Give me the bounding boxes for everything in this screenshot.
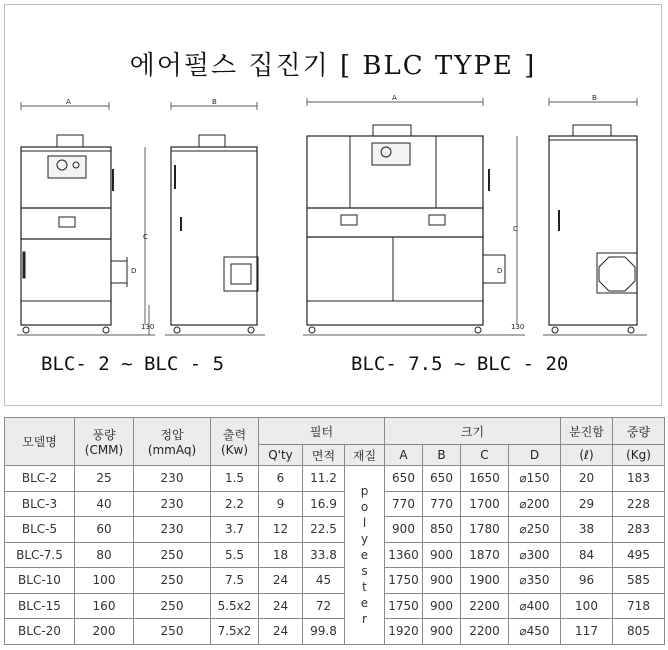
cell-size-a: 1920 <box>385 619 423 645</box>
cell-dust: 20 <box>561 466 613 492</box>
cell-model: BLC-5 <box>5 517 75 543</box>
cell-size-a: 650 <box>385 466 423 492</box>
cell-size-d: ⌀150 <box>509 466 561 492</box>
cell-size-b: 850 <box>423 517 461 543</box>
cell-size-a: 770 <box>385 491 423 517</box>
cell-pressure: 250 <box>134 593 211 619</box>
small-unit-front-view <box>17 102 155 335</box>
page-title: 에어펄스 집진기 [ BLC TYPE ] <box>129 51 537 81</box>
cell-size-a: 1750 <box>385 568 423 594</box>
header-filter: 필터 <box>259 418 385 445</box>
cell-size-c: 1870 <box>461 542 509 568</box>
cell-size-c: 1900 <box>461 568 509 594</box>
header-filter-qty: Q'ty <box>259 445 303 466</box>
left-caption: BLC- 2 ~ BLC - 5 <box>41 353 225 375</box>
table-row <box>5 568 665 594</box>
cell-filter-qty: 24 <box>259 619 303 645</box>
large-unit-front-view <box>303 98 525 335</box>
header-filter-area: 면적 <box>303 445 345 466</box>
material-letter: t <box>362 579 367 594</box>
cell-filter-qty: 9 <box>259 491 303 517</box>
cell-dust: 84 <box>561 542 613 568</box>
cell-size-d: ⌀250 <box>509 517 561 543</box>
header-dust-unit: (ℓ) <box>561 445 613 466</box>
cell-pressure: 230 <box>134 466 211 492</box>
cell-power: 7.5x2 <box>211 619 259 645</box>
cell-pressure: 250 <box>134 542 211 568</box>
cell-pressure: 250 <box>134 619 211 645</box>
cell-size-b: 900 <box>423 568 461 594</box>
header-airflow <box>75 418 134 466</box>
technical-drawing-panel <box>4 4 662 406</box>
cell-power: 5.5 <box>211 542 259 568</box>
table-row <box>5 517 665 543</box>
cell-size-c: 1700 <box>461 491 509 517</box>
header-pressure-unit: (mmAq) <box>147 443 197 457</box>
cell-power: 1.5 <box>211 466 259 492</box>
dim-label-d-small: D <box>131 267 137 275</box>
cell-filter-area: 99.8 <box>303 619 345 645</box>
cell-pressure: 230 <box>134 517 211 543</box>
cell-size-d: ⌀300 <box>509 542 561 568</box>
right-caption: BLC- 7.5 ~ BLC - 20 <box>351 353 569 375</box>
cell-size-c: 1650 <box>461 466 509 492</box>
cell-weight: 718 <box>613 593 665 619</box>
cell-weight: 495 <box>613 542 665 568</box>
header-power-label: 출력 <box>222 428 247 442</box>
cell-power: 5.5x2 <box>211 593 259 619</box>
dim-label-d-large: D <box>497 267 503 275</box>
cell-airflow: 100 <box>75 568 134 594</box>
cell-weight: 585 <box>613 568 665 594</box>
large-unit-side-view <box>543 98 647 335</box>
header-power <box>211 418 259 466</box>
cell-filter-area: 33.8 <box>303 542 345 568</box>
cell-size-c: 1780 <box>461 517 509 543</box>
table-row <box>5 491 665 517</box>
cell-filter-qty: 18 <box>259 542 303 568</box>
cell-pressure: 230 <box>134 491 211 517</box>
header-airflow-label: 풍량 <box>92 428 116 442</box>
material-letter: l <box>362 515 367 530</box>
cell-airflow: 25 <box>75 466 134 492</box>
table-row <box>5 542 665 568</box>
cell-filter-material <box>345 466 385 645</box>
table-row <box>5 619 665 645</box>
cell-size-d: ⌀200 <box>509 491 561 517</box>
header-pressure <box>134 418 211 466</box>
cell-size-a: 1750 <box>385 593 423 619</box>
material-letter: o <box>360 499 369 514</box>
dim-label-b-small: B <box>212 98 217 106</box>
cell-dust: 29 <box>561 491 613 517</box>
cell-model: BLC-2 <box>5 466 75 492</box>
cell-model: BLC-10 <box>5 568 75 594</box>
cell-airflow: 200 <box>75 619 134 645</box>
cell-size-b: 650 <box>423 466 461 492</box>
cell-filter-area: 72 <box>303 593 345 619</box>
table-row <box>5 593 665 619</box>
dim-label-a-large: A <box>392 94 397 102</box>
cell-dust: 117 <box>561 619 613 645</box>
cell-filter-qty: 24 <box>259 568 303 594</box>
dim-label-a-small: A <box>66 98 71 106</box>
cell-size-a: 1360 <box>385 542 423 568</box>
cell-airflow: 60 <box>75 517 134 543</box>
header-size-b: B <box>423 445 461 466</box>
cell-filter-qty: 12 <box>259 517 303 543</box>
cell-power: 2.2 <box>211 491 259 517</box>
cell-filter-area: 16.9 <box>303 491 345 517</box>
cell-size-c: 2200 <box>461 619 509 645</box>
cell-size-a: 900 <box>385 517 423 543</box>
cell-filter-area: 22.5 <box>303 517 345 543</box>
cell-airflow: 40 <box>75 491 134 517</box>
cell-size-d: ⌀350 <box>509 568 561 594</box>
dim-label-c-small: C <box>143 233 148 241</box>
cell-filter-area: 45 <box>303 568 345 594</box>
header-power-unit: (Kw) <box>220 443 249 457</box>
material-letter: y <box>360 531 369 546</box>
cell-weight: 228 <box>613 491 665 517</box>
header-size-c: C <box>461 445 509 466</box>
spec-table <box>4 417 665 645</box>
cell-pressure: 250 <box>134 568 211 594</box>
dim-label-c-large: C <box>513 225 518 233</box>
cell-dust: 100 <box>561 593 613 619</box>
cell-size-c: 2200 <box>461 593 509 619</box>
cell-filter-qty: 24 <box>259 593 303 619</box>
material-letter: s <box>361 563 368 578</box>
header-pressure-label: 정압 <box>160 428 184 442</box>
cell-model: BLC-15 <box>5 593 75 619</box>
header-weight-unit: (Kg) <box>613 445 665 466</box>
cell-airflow: 160 <box>75 593 134 619</box>
header-airflow-unit: (CMM) <box>84 443 124 457</box>
cell-size-b: 900 <box>423 619 461 645</box>
cell-power: 3.7 <box>211 517 259 543</box>
cell-filter-area: 11.2 <box>303 466 345 492</box>
material-letter: p <box>360 483 369 498</box>
table-row <box>5 466 665 492</box>
cell-weight: 283 <box>613 517 665 543</box>
cell-model: BLC-20 <box>5 619 75 645</box>
cell-size-d: ⌀450 <box>509 619 561 645</box>
header-weight: 중량 <box>613 418 665 445</box>
cell-model: BLC-7.5 <box>5 542 75 568</box>
material-letter: e <box>360 547 369 562</box>
cell-size-b: 900 <box>423 542 461 568</box>
header-dust: 분진함 <box>561 418 613 445</box>
dim-label-b-large: B <box>592 94 597 102</box>
material-letter: r <box>362 611 367 626</box>
header-size-d: D <box>509 445 561 466</box>
cell-dust: 38 <box>561 517 613 543</box>
small-unit-side-view <box>165 102 265 335</box>
cell-size-d: ⌀400 <box>509 593 561 619</box>
header-filter-material: 재질 <box>345 445 385 466</box>
cell-airflow: 80 <box>75 542 134 568</box>
cell-model: BLC-3 <box>5 491 75 517</box>
header-size: 크기 <box>385 418 561 445</box>
cell-power: 7.5 <box>211 568 259 594</box>
dim-label-h-small: 130 <box>141 323 155 331</box>
cell-size-b: 900 <box>423 593 461 619</box>
dim-label-h-large: 130 <box>511 323 525 331</box>
cell-weight: 805 <box>613 619 665 645</box>
material-letter: e <box>360 595 369 610</box>
cell-size-b: 770 <box>423 491 461 517</box>
cell-filter-qty: 6 <box>259 466 303 492</box>
cell-dust: 96 <box>561 568 613 594</box>
header-size-a: A <box>385 445 423 466</box>
cell-weight: 183 <box>613 466 665 492</box>
header-model: 모델명 <box>5 418 75 466</box>
